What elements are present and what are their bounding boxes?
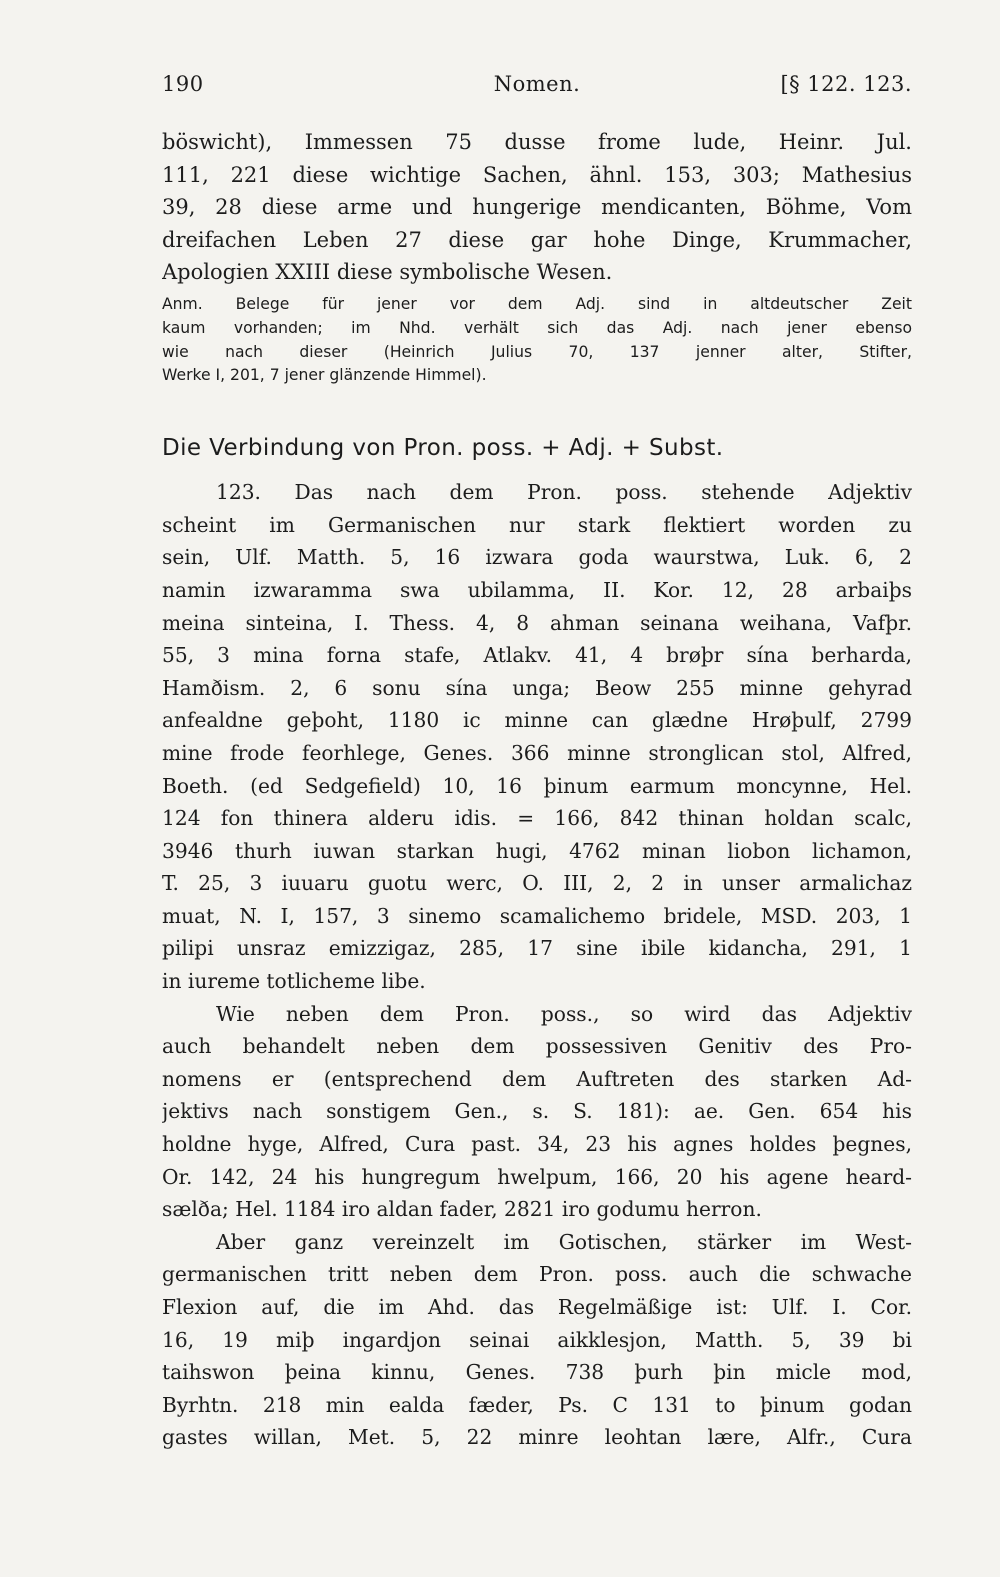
annotation-note: [162, 293, 912, 388]
note-line: Werke I, 201, 7 jener glänzende Himmel).: [162, 366, 487, 385]
text-line: 124 fon thinera alderu idis. = 166, 842 thinan holdan scalc,: [162, 806, 912, 831]
page-header: [162, 72, 912, 106]
page-number: 190: [162, 72, 204, 96]
text-line: Flexion auf, die im Ahd. das Regelmäßige ist: Ulf. I. Cor.: [162, 1295, 912, 1319]
text-line: 55, 3 mina forna stafe, Atlakv. 41, 4 brøþr sína berharda,: [162, 643, 912, 668]
text-line: gastes willan, Met. 5, 22 minre leohtan lære, Alfr., Cura: [162, 1425, 912, 1450]
page-body: [162, 126, 912, 1454]
text-line: meina sinteina, I. Thess. 4, 8 ahman seinana weihana, Vafþr.: [162, 610, 912, 635]
text-line: Aber ganz vereinzelt im Gotischen, stärker im West-: [216, 1229, 912, 1254]
text-line: in iureme totlicheme libe.: [162, 969, 426, 994]
text-line: namin izwaramma swa ubilamma, II. Kor. 12, 28 arbaiþs: [162, 577, 912, 602]
section-reference: [§ 122. 123.: [780, 72, 912, 96]
running-title: Nomen.: [493, 72, 581, 96]
text-line: 111, 221 diese wichtige Sachen, ähnl. 153, 303; Mathesius: [162, 162, 912, 187]
text-line: böswicht), Immessen 75 dusse frome lude, Heinr. Jul.: [162, 130, 912, 154]
text-line: Hamðism. 2, 6 sonu sína unga; Beow 255 minne gehyrad: [162, 675, 912, 700]
text-line: taihswon þeina kinnu, Genes. 738 þurh þin micle mod,: [162, 1360, 912, 1385]
text-line: dreifachen Leben 27 diese gar hohe Dinge, Krummacher,: [162, 227, 912, 252]
text-line: Or. 142, 24 his hungregum hwelpum, 166, 20 his agene heard-: [162, 1164, 912, 1189]
text-line: Byrhtn. 218 min ealda fæder, Ps. C 131 to þinum godan: [162, 1392, 912, 1417]
main-text: [162, 476, 912, 1454]
text-line: mine frode feorhlege, Genes. 366 minne stronglican stol, Alfred,: [162, 740, 912, 765]
text-line: sælða; Hel. 1184 iro aldan fader, 2821 iro godumu herron.: [162, 1197, 762, 1222]
text-line: 16, 19 miþ ingardjon seinai aikklesjon, Matth. 5, 39 bi: [162, 1327, 912, 1352]
text-line: scheint im Germanischen nur stark flektiert worden zu: [162, 512, 912, 537]
text-line: jektivs nach sonstigem Gen., s. S. 181): ae. Gen. 654 his: [162, 1099, 912, 1124]
text-line: auch behandelt neben dem possessiven Genitiv des Pro-: [162, 1034, 912, 1059]
intro-paragraph: [162, 126, 912, 289]
note-line: Anm. Belege für jener vor dem Adj. sind in altdeutscher Zeit: [162, 294, 912, 313]
text-line: Wie neben dem Pron. poss., so wird das Adjektiv: [216, 1001, 912, 1026]
text-line: 3946 thurh iuwan starkan hugi, 4762 minan liobon lichamon,: [162, 838, 912, 863]
text-line: 123. Das nach dem Pron. poss. stehende Adjektiv: [216, 480, 912, 505]
text-line: nomens er (entsprechend dem Auftreten des starken Ad-: [162, 1066, 912, 1091]
text-line: Boeth. (ed Sedgefield) 10, 16 þinum earmum moncynne, Hel.: [162, 773, 912, 798]
note-line: kaum vorhanden; im Nhd. verhält sich das Adj. nach jener ebenso: [162, 318, 912, 337]
text-line: sein, Ulf. Matth. 5, 16 izwara goda waurstwa, Luk. 6, 2: [162, 545, 912, 570]
note-line: wie nach dieser (Heinrich Julius 70, 137 jenner alter, Stifter,: [162, 342, 912, 361]
text-line: germanischen tritt neben dem Pron. poss. auch die schwache: [162, 1262, 912, 1287]
text-line: holdne hyge, Alfred, Cura past. 34, 23 his agnes holdes þegnes,: [162, 1132, 912, 1157]
text-line: T. 25, 3 iuuaru guotu werc, O. III, 2, 2 in unser armalichaz: [162, 871, 912, 896]
text-line: 39, 28 diese arme und hungerige mendicanten, Böhme, Vom: [162, 195, 912, 220]
text-line: pilipi unsraz emizzigaz, 285, 17 sine ibile kidancha, 291, 1: [162, 936, 912, 961]
section-heading: Die Verbindung von Pron. poss. + Adj. + Subst.: [162, 435, 724, 462]
text-line: anfealdne geþoht, 1180 ic minne can glædne Hrøþulf, 2799: [162, 708, 912, 733]
text-line: Apologien XXIII diese symbolische Wesen.: [162, 260, 613, 285]
text-line: muat, N. I, 157, 3 sinemo scamalichemo bridele, MSD. 203, 1: [162, 903, 912, 928]
